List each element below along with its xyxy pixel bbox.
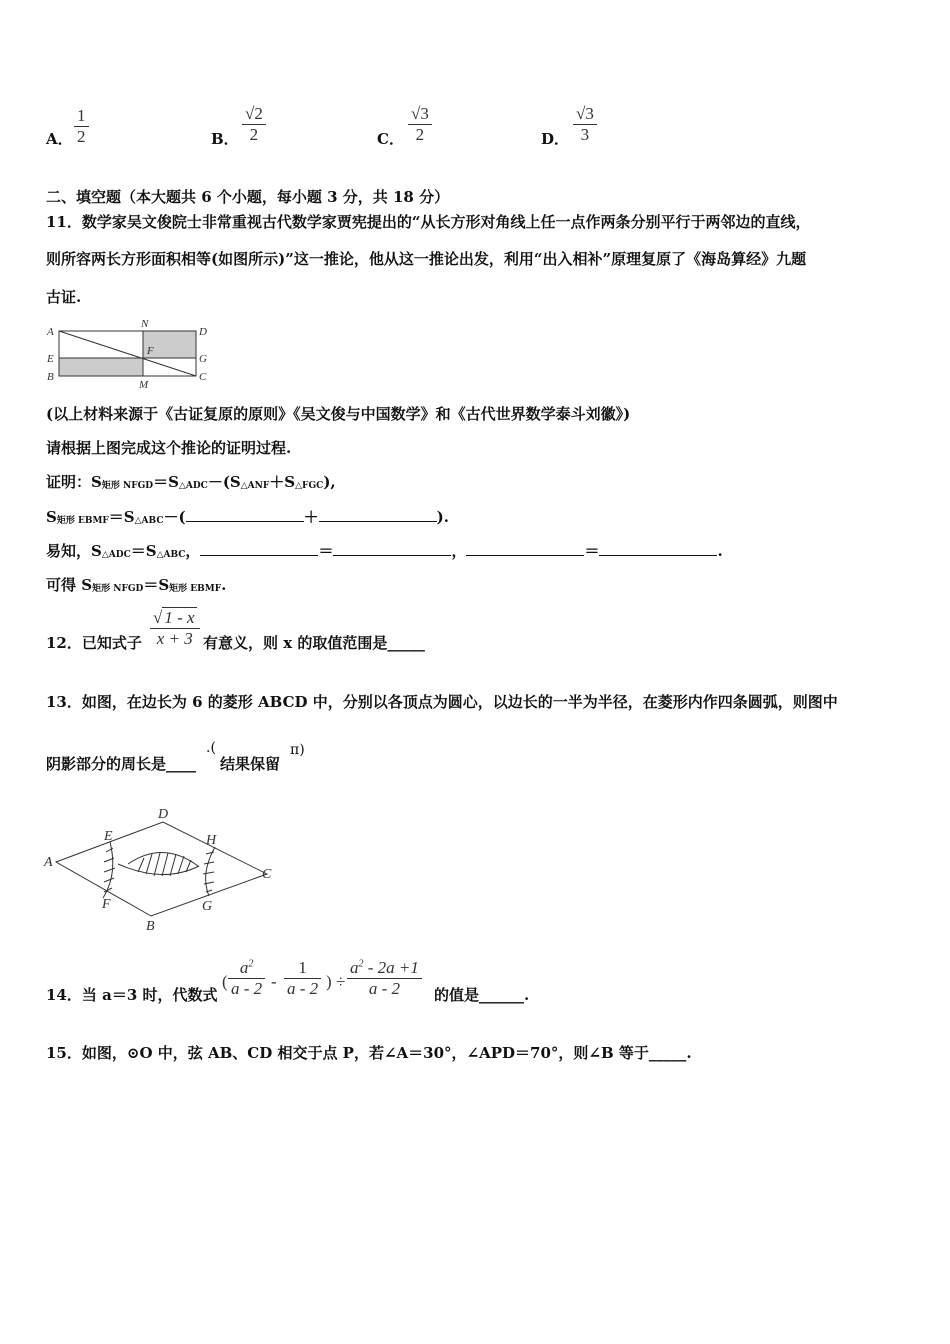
option-a-fraction: 1 2 (74, 106, 89, 147)
q14-prefix: 14．当 a＝3 时，代数式 (46, 986, 218, 1004)
rhombus-label-b: B (146, 919, 155, 934)
fig-label-c: C (199, 371, 207, 383)
q12-suffix: 有意义，则 x 的取值范围是_____ (203, 634, 425, 652)
q12-fraction: √ 1 - x x + 3 (150, 608, 200, 649)
q13-tail-text: 结果保留 (220, 755, 281, 773)
rhombus-label-g: G (202, 899, 213, 914)
proof-blank-5[interactable] (466, 541, 584, 556)
q13-line2: 阴影部分的周长是____ (46, 755, 197, 773)
option-a-label: A． (46, 130, 73, 148)
fig-label-g: G (199, 353, 207, 365)
q13-tail-pi: π) (290, 742, 305, 758)
proof-blank-3[interactable] (200, 541, 318, 556)
rhombus-label-e: E (104, 829, 113, 844)
fig-label-d: D (199, 326, 207, 338)
proof-blank-6[interactable] (599, 541, 717, 556)
q11-proof-line1: 证明：S矩形 NFGD＝S△ADC－(S△ANF＋S△FGC), (46, 473, 336, 491)
q11-prompt: 请根据上图完成这个推论的证明过程. (46, 439, 292, 457)
q11-conclusion: 可得 S矩形 NFGD＝S矩形 EBMF. (46, 576, 227, 594)
q15-text: 15．如图，⊙O 中，弦 AB、CD 相交于点 P，若∠A＝30°，∠APD＝70°，则∠B 等于_____. (46, 1044, 692, 1062)
proof-blank-4[interactable] (333, 541, 451, 556)
proof-blank-1[interactable] (186, 507, 304, 522)
rhombus-label-f: F (102, 897, 111, 912)
fig-label-e: E (47, 353, 54, 365)
fig-label-a: A (47, 326, 54, 338)
q13-line1: 13．如图，在边长为 6 的菱形 ABCD 中，分别以各顶点为圆心，以边长的一半为半径，在菱形内作四条圆弧，则图中 (46, 693, 838, 711)
q11-proof-line3: 易知，S△ADC＝S△ABC， ＝ ， ＝ . (46, 542, 723, 560)
q14-suffix: 的值是______. (434, 986, 530, 1004)
fig-label-m: M (139, 379, 149, 391)
q11-line2: 则所容两长方形面积相等(如图所示)”这一推论，他从这一推论出发，利用“出入相补”原理复原了《海岛算经》九题 (46, 250, 807, 268)
rhombus-label-a: A (44, 855, 53, 870)
q11-line3: 古证. (46, 288, 82, 306)
section-heading: 二、填空题（本大题共 6 个小题，每小题 3 分，共 18 分） (46, 188, 450, 206)
q12-prefix: 12．已知式子 (46, 634, 142, 652)
fig-label-b: B (47, 371, 54, 383)
rhombus-label-c: C (262, 867, 272, 882)
option-d-fraction: √3 3 (573, 104, 597, 145)
q13-tail-open: .( (206, 740, 216, 756)
option-b-fraction: √2 2 (242, 104, 266, 145)
fig-label-f: F (147, 345, 154, 357)
q11-rectangle-figure (42, 316, 217, 392)
proof-blank-2[interactable] (319, 507, 437, 522)
rhombus-label-d: D (158, 807, 169, 822)
q11-line1: 11．数学家吴文俊院士非常重视古代数学家贾宪提出的“从长方形对角线上任一点作两条分别平行于两邻边的直线， (46, 213, 811, 231)
option-c-fraction: √3 2 (408, 104, 432, 145)
option-c-label: C． (377, 130, 404, 148)
rhombus-label-h: H (206, 833, 217, 848)
fig-label-n: N (141, 318, 149, 330)
q13-rhombus-figure (40, 804, 280, 936)
shaded-rect-ebmf (59, 358, 143, 376)
q11-source: (以上材料来源于《古证复原的原则》《吴文俊与中国数学》和《古代世界数学泰斗刘徽》) (46, 405, 631, 423)
option-d-label: D． (541, 130, 570, 148)
q11-proof-line2: S矩形 EBMF＝S△ABC－( ＋ ). (46, 508, 449, 526)
option-b-label: B． (211, 130, 239, 148)
